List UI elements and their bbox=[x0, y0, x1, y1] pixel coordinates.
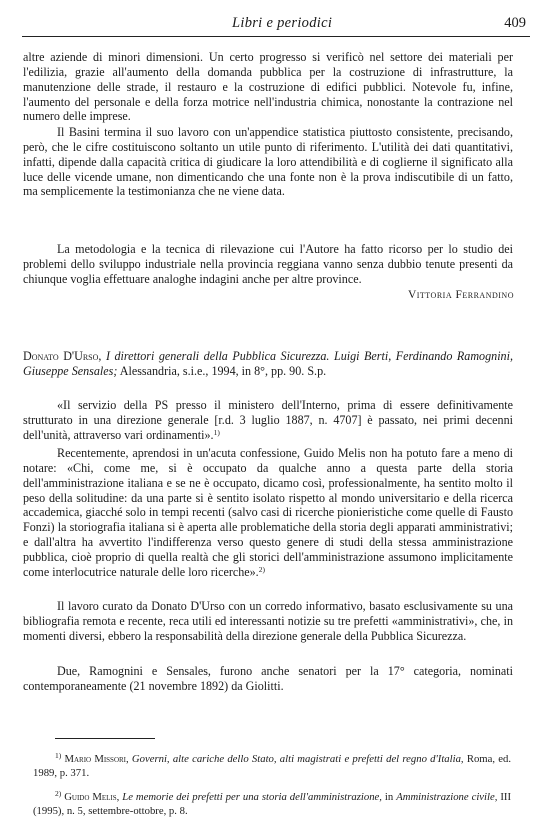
review-paragraph: Il lavoro curato da Donato D'Urso con un corredo informativo, basato esclusivamente su una bibliografia remota e recente, reca utili ed interessanti notizie su tre prefetti «amministrativi», che, in momenti diversi, ebbero la responsabilità della direzione generale della Pubblica Sicurezza. bbox=[23, 599, 513, 643]
page-number: 409 bbox=[504, 15, 526, 31]
review-paragraph: Recentemente, aprendosi in un'acuta confessione, Guido Melis non ha potuto fare a meno di notare: «Chi, come me, si è occupato da qualche anno a questa parte della storia dell'amministrazione italiana e se ne è occupato, dicamo così, professionalmente, ha sentito molto il peso della solitudine: da una parte si è sentito isolato rispetto al mondo universitario e della ricerca accademica, giacché solo in tempi recenti (salvo casi di ricerche pionieristiche come quelle di Fausto Fonzi) la storiografia italiana si è aperta alle problematiche della storia degli apparati amministrativi; e dall'altra ha avvertito l'indifferenza verso questo genere di studi della stessa amministrazione pubblica, cioè proprio di quella realtà che gli storici dell'amministrazione assumono implicitamente come interlocutrice naturale delle loro ricerche».$^{2)}$ bbox=[23, 446, 513, 579]
book-author: Donato D'Urso, bbox=[23, 349, 102, 363]
reviewer-signature: Vittoria Ferrandino bbox=[407, 289, 514, 301]
book-editors: Luigi Berti, Ferdinando Ramognini, Giuseppe Sensales; bbox=[23, 349, 513, 378]
footnote: $^{2)}$ Guido Melis, Le memorie dei prefetti per una storia dell'amministrazione, in Amministrazione civile, III (1995), n. 5, settembre-ottobre, p. 8. bbox=[33, 789, 512, 817]
footnote: $^{1)}$ Mario Missori, Governi, alte cariche dello Stato, alti magistrati e prefetti del regno d'Italia, Roma, ed. 1989, p. 371. bbox=[33, 751, 512, 779]
quoted-paragraph: «Il servizio della PS presso il ministero dell'Interno, prima di essere definitivamente strutturato in una direzione generale [r.d. 3 luglio 1887, n. 4707] è passato, nei primi decenni dell'unità, attraverso vari ordinamenti».$^{1)}$ bbox=[23, 398, 513, 442]
footnote-separator bbox=[55, 738, 155, 739]
review-paragraph: Due, Ramognini e Sensales, furono anche senatori per la 17° categoria, nominati contemporaneamente (21 novembre 1892) da Giolitti. bbox=[23, 664, 513, 693]
footnote-marker: 1) bbox=[213, 427, 220, 437]
review-paragraph: Il Basini termina il suo lavoro con un'appendice statistica piuttosto consistente, precisando, però, che le cifre costituiscono soltanto un utile punto di riferimento. L'utilità dei dati quantitativi, infatti, dipende dalla capacità critica di giudicare la loro attendibilità e di coglierne il significato alla luce delle vicende umane, non dimenticando che una fonte non è la prova indiscutibile di un fatto, ma semplicemente la testimonianza che ne viene data. bbox=[23, 125, 513, 199]
running-title: Libri e periodici bbox=[232, 15, 333, 31]
review-paragraph-continued: altre aziende di minori dimensioni. Un certo progresso si verificò nel settore dei materiali per l'edilizia, grazie all'aumento della domanda pubblica per la costruzione di infrastrutture, la manutenzione delle strade, il restauro e la costruzione di edifici pubblici. Notevole fu, infine, l'aumento del personale e della forza motrice nell'industria chimica, nonostante la contrazione nel numero delle imprese. bbox=[23, 50, 513, 124]
review-paragraph: La metodologia e la tecnica di rilevazione cui l'Autore ha fatto ricorso per lo studio dei problemi dello sviluppo industriale nella provincia reggiana vanno senza dubbio tenute presenti da chiunque voglia effettuare analoghe indagini anche per altre province. bbox=[23, 242, 513, 286]
book-title: I direttori generali della Pubblica Sicurezza. bbox=[105, 349, 330, 363]
book-review-heading bbox=[23, 349, 513, 379]
footnote-marker: 2) bbox=[258, 564, 265, 574]
page-header bbox=[22, 14, 530, 37]
publication-details: Alessandria, s.i.e., 1994, in 8°, pp. 90. S.p. bbox=[119, 363, 327, 378]
